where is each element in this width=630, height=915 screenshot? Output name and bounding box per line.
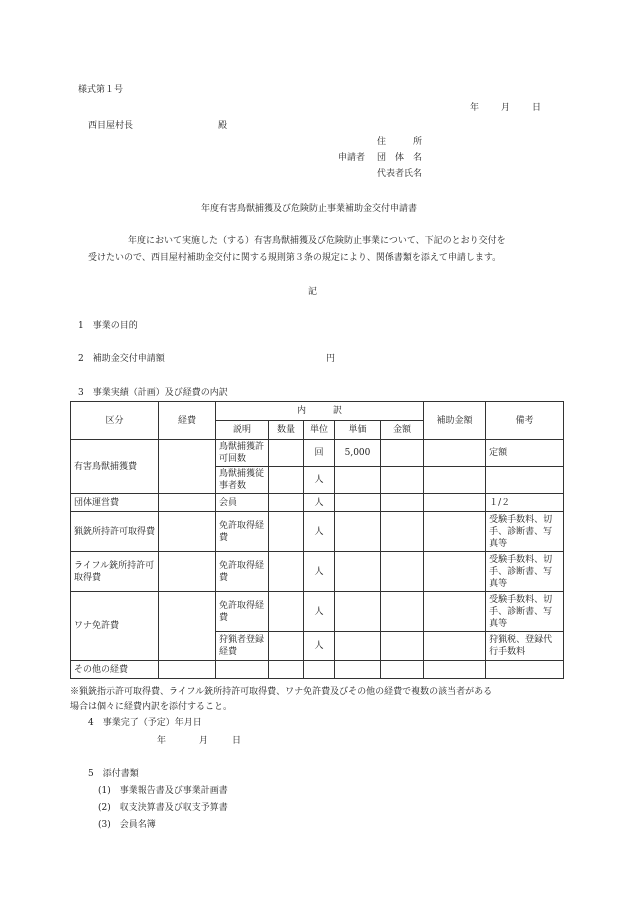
- note-line-1: ※猟銃指示許可取得費、ライフル銃所持許可取得費、ワナ免許費及びその他の経費で複数の該当者がある: [70, 687, 493, 697]
- expense-table: [70, 401, 564, 679]
- applicant-address-label: 住 所: [377, 137, 423, 147]
- intro-line-2: 受けたいので、西目屋村補助金交付に関する規則第３条の規定により、関係書類を添えて申請します。: [88, 253, 502, 263]
- section-1-label: 1 事業の目的: [78, 321, 138, 331]
- header-keihi: 経費: [159, 402, 216, 440]
- section-5-label: 5 添付書類: [88, 769, 139, 779]
- section-4-label: 4 事業完了（予定）年月日: [88, 718, 202, 728]
- row-tani: 人: [304, 592, 335, 632]
- row-tanka: 5,000: [335, 440, 381, 467]
- header-tanka: 単価: [335, 421, 381, 440]
- applicant-label: 申請者: [338, 153, 366, 163]
- row-setsumei: 免許取得経費: [216, 552, 269, 592]
- applicant-rep-label: 代表者氏名: [377, 169, 423, 179]
- date-month: 月: [501, 103, 511, 113]
- row-tani: 人: [304, 494, 335, 512]
- s4-day: 日: [232, 736, 242, 746]
- applicant-group-label: 団 体 名: [377, 153, 423, 163]
- section-2-label: 2 補助金交付申請額: [78, 354, 165, 364]
- header-biko: 備考: [486, 402, 564, 440]
- note-line-2: 場合は個々に経費内訳を添付すること。: [70, 702, 233, 712]
- row-tani: 人: [304, 632, 335, 661]
- form-number: 様式第１号: [78, 85, 124, 95]
- row-biko: 受験手数料、切手、診断書、写真等: [486, 552, 564, 592]
- row-kubun: 猟銃所持許可取得費: [71, 512, 159, 552]
- section-3-label: 3 事業実績（計画）及び経費の内訳: [78, 388, 228, 398]
- row-setsumei: 免許取得経費: [216, 512, 269, 552]
- recipient-name: 西目屋村長: [88, 121, 134, 131]
- attachment-item: (2) 収支決算書及び収支予算書: [98, 803, 228, 813]
- attachment-item: (1) 事業報告書及び事業計画書: [98, 786, 228, 796]
- row-kubun: ライフル銃所持許可取得費: [71, 552, 159, 592]
- document-title: 年度有害鳥獣捕獲及び危険防止事業補助金交付申請書: [201, 204, 418, 214]
- recipient-honorific: 殿: [218, 121, 228, 131]
- row-biko: 受験手数料、切手、診断書、写真等: [486, 592, 564, 632]
- row-biko: 受験手数料、切手、診断書、写真等: [486, 512, 564, 552]
- date-day: 日: [532, 103, 542, 113]
- s4-year: 年: [157, 736, 167, 746]
- header-kubun: 区分: [71, 402, 159, 440]
- s4-month: 月: [199, 736, 209, 746]
- section-2-unit: 円: [326, 354, 336, 364]
- row-kubun: 団体運営費: [71, 494, 159, 512]
- row-kubun: 有害鳥獣捕獲費: [71, 440, 159, 494]
- intro-line-1: 年度において実施した（する）有害鳥獣捕獲及び危険防止事業について、下記のとおり交付を: [128, 236, 506, 246]
- row-setsumei: 免許取得経費: [216, 592, 269, 632]
- header-kingaku: 金額: [381, 421, 424, 440]
- row-tani: 人: [304, 552, 335, 592]
- row-setsumei: 会員: [216, 494, 269, 512]
- date-year: 年: [470, 103, 480, 113]
- row-tani: 人: [304, 512, 335, 552]
- row-setsumei: 狩猟者登録経費: [216, 632, 269, 661]
- ki-marker: 記: [308, 287, 318, 297]
- header-suryo: 数量: [269, 421, 304, 440]
- row-setsumei: 鳥獣捕獲従事者数: [216, 467, 269, 494]
- header-hojo: 補助金額: [424, 402, 486, 440]
- row-kubun: その他の経費: [71, 661, 159, 679]
- row-biko: １/２: [486, 494, 564, 512]
- row-tani: 人: [304, 467, 335, 494]
- header-tani: 単位: [304, 421, 335, 440]
- row-setsumei: 鳥獣捕獲許可回数: [216, 440, 269, 467]
- attachment-item: (3) 会員名簿: [98, 820, 156, 830]
- row-biko: 定額: [486, 440, 564, 467]
- row-kubun: ワナ免許費: [71, 592, 159, 661]
- header-setsumei: 説明: [216, 421, 269, 440]
- row-tani: 回: [304, 440, 335, 467]
- header-uchiwake: 内 訳: [216, 402, 424, 421]
- row-biko: 狩猟税、登録代行手数料: [486, 632, 564, 661]
